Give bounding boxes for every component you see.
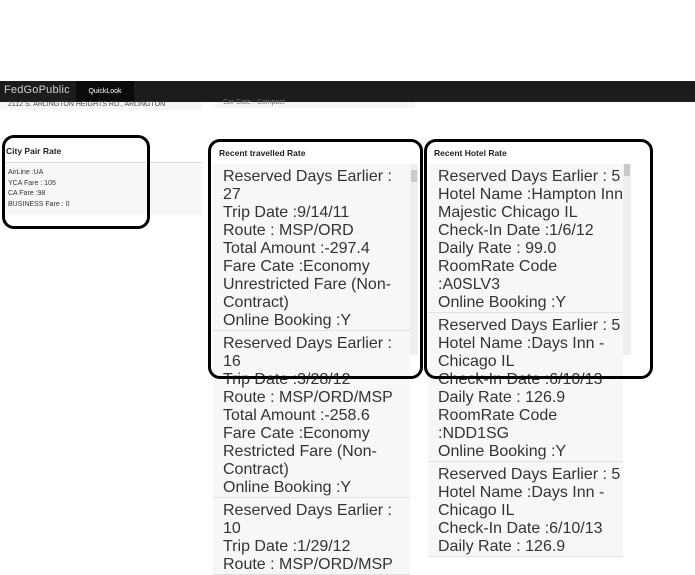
detail-line: Route : MSP/ORD [223,222,354,239]
travel-card[interactable] [213,498,410,575]
detail-line: RoomRate Code :A0SLV3 [438,258,558,293]
detail-line: Total Amount :-297.4 [223,240,370,257]
city-pair-rate-panel [2,140,202,215]
detail-line: AirLine :UA [8,169,44,176]
detail-line: Check-In Date :6/10/13 [438,520,603,537]
detail-line: Online Booking :Y [223,312,352,329]
travel-card[interactable] [213,331,410,498]
detail-line: Reserved Days Earlier : 5 [438,317,621,334]
detail-line: Reserved Days Earlier : 10 [223,502,392,537]
address-text: 2112 S. ARLINGTON HEIGHTS RD., ARLINGTON [8,101,166,108]
detail-line: Reserved Days Earlier : 16 [223,335,392,370]
detail-line: Reserved Days Earlier : 5 [438,168,621,185]
city-pair-rate-title: City Pair Rate [2,140,202,163]
detail-line: BUSINESS Fare : 0 [8,200,70,208]
detail-line: Daily Rate : 126.9 [438,389,566,406]
recent-hotel-rate-title: Recent Hotel Rate [428,142,631,165]
detail-line: CA Fare :98 [8,190,46,197]
detail-line: YCA Fare : 105 [8,179,56,187]
hotel-list[interactable] [428,164,623,555]
hotel-card[interactable] [428,164,623,313]
hotel-scrollbar-thumb[interactable] [624,164,630,176]
brand-title[interactable]: FedGoPublic [4,84,70,96]
detail-line: Daily Rate : 126.9 [438,538,566,555]
detail-line: Route : MSP/ORD/MSP [223,389,393,406]
hotel-card[interactable] [428,462,623,557]
detail-line: Trip Date :9/14/11 [223,204,350,221]
detail-line: Total Amount :-258.6 [223,407,370,424]
travel-scrollbar-thumb[interactable] [411,170,417,182]
hotel-card[interactable] [428,313,623,462]
detail-line: Trip Date :3/28/12 [223,371,351,388]
detail-line: Check-In Date :6/10/13 [438,371,603,388]
detail-line: Hotel Name :Days Inn - Chicago IL [438,484,605,519]
detail-line: Fare Cate :Economy Restricted Fare (Non-Contract) [223,425,377,478]
travel-scrollbar[interactable] [410,164,418,355]
detail-line: Reserved Days Earlier : 5 [438,466,621,483]
detail-line: Hotel Name :Days Inn - Chicago IL [438,335,605,370]
detail-line: Trip Date :1/29/12 [223,538,351,555]
detail-line: Online Booking :Y [438,294,567,311]
detail-line: RoomRate Code :NDD1SG [438,407,558,442]
hotel-scrollbar[interactable] [623,164,631,355]
detail-line: Daily Rate : 99.0 [438,240,557,257]
detail-line: Check-In Date :1/6/12 [438,222,594,239]
detail-line: Fare Cate :Economy Unrestricted Fare (Non-Contract) [223,258,392,311]
recent-hotel-rate-panel [428,142,631,555]
travel-list[interactable] [213,164,410,573]
recent-travelled-rate-title: Recent travelled Rate [213,142,418,165]
car-category-text: Car Cate : Compact [223,99,285,106]
recent-travelled-rate-panel [213,142,418,573]
car-strip [215,99,415,108]
detail-line: Online Booking :Y [223,479,352,496]
detail-line: Route : MSP/ORD/MSP [223,556,393,573]
detail-line: Reserved Days Earlier : 27 [223,168,392,203]
city-pair-rate-body [2,163,202,215]
travel-card[interactable] [213,164,410,331]
detail-line: Hotel Name :Hampton Inn Majestic Chicago IL [438,186,623,221]
tab-quicklook[interactable]: QuickLook [76,81,134,102]
address-strip [0,102,202,110]
detail-line: Online Booking :Y [438,443,567,460]
